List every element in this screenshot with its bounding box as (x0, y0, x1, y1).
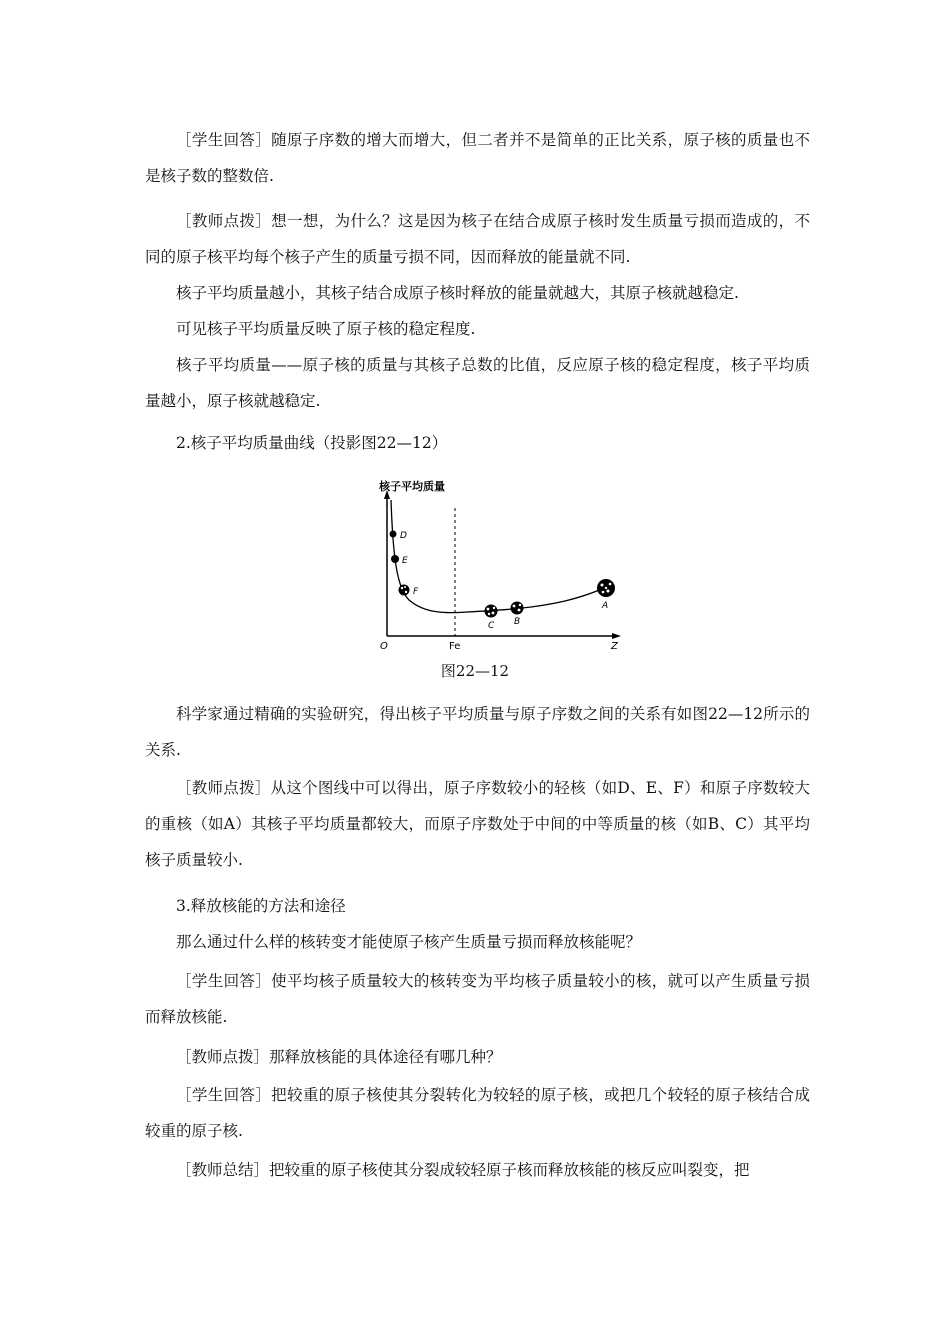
label-c: C (488, 621, 495, 631)
paragraph-teacher-summary: ［教师总结］把较重的原子核使其分裂成较轻原子核而释放核能的核反应叫裂变，把 (176, 1161, 750, 1179)
nucleus-c (485, 605, 498, 618)
label-f: F (413, 587, 419, 597)
paragraph-experiment: 科学家通过精确的实验研究，得出核子平均质量与原子序数之间的关系有如图22—12所示的关系. (145, 705, 810, 759)
paragraph-student-answer-3: ［学生回答］把较重的原子核使其分裂转化为较轻的原子核，或把几个较轻的原子核结合成较重的原子核. (145, 1086, 810, 1140)
nucleus-b (511, 602, 524, 615)
label-b: B (514, 617, 521, 627)
paragraph-conclusion: 可见核子平均质量反映了原子核的稳定程度. (176, 320, 476, 338)
figure-caption: 图22—12 (440, 662, 510, 680)
paragraph-teacher-hint-1: ［教师点拨］想一想，为什么？这是因为核子在结合成原子核时发生质量亏损而造成的，不同的原子核平均每个核子产生的质量亏损不同，因而释放的能量就不同. (145, 212, 810, 266)
nucleus-e (391, 555, 399, 563)
paragraph-question: 那么通过什么样的核转变才能使原子核产生质量亏损而释放核能呢？ (176, 933, 642, 951)
paragraph-stability: 核子平均质量越小，其核子结合成原子核时释放的能量就越大，其原子核就越稳定. (176, 284, 739, 302)
label-a: A (602, 601, 609, 611)
fe-label: Fe (449, 641, 461, 652)
nucleus-d (390, 531, 397, 538)
paragraph-definition: 核子平均质量——原子核的质量与其核子总数的比值，反应原子核的稳定程度，核子平均质量越小，原子核就越稳定. (145, 356, 810, 410)
label-d: D (400, 531, 407, 541)
mass-curve (391, 500, 608, 613)
paragraph-teacher-hint-2: ［教师点拨］从这个图线中可以得出，原子序数较小的轻核（如D、E、F）和原子序数较大的重核（如A）其核子平均质量都较大，而原子序数处于中间的中等质量的核（如B、C）其平均核子质量较小. (145, 779, 810, 869)
curve-diagram (375, 478, 625, 653)
label-e: E (402, 556, 408, 566)
x-axis-label: Z (611, 641, 618, 652)
section-heading-3: 3.释放核能的方法和途径 (176, 897, 346, 915)
origin-label: O (380, 641, 388, 652)
average-nucleon-mass-curve-figure (375, 478, 625, 653)
paragraph-student-answer-1: ［学生回答］随原子序数的增大而增大，但二者并不是简单的正比关系，原子核的质量也不是核子数的整数倍. (145, 131, 810, 185)
y-axis-label: 核子平均质量 (379, 480, 445, 493)
section-heading-2: 2.核子平均质量曲线（投影图22—12） (176, 434, 448, 452)
nucleus-f (399, 585, 410, 596)
paragraph-teacher-hint-3: ［教师点拨］那释放核能的具体途径有哪几种？ (176, 1048, 502, 1066)
x-axis-arrow (612, 633, 621, 639)
paragraph-student-answer-2: ［学生回答］使平均核子质量较大的核转变为平均核子质量较小的核，就可以产生质量亏损而释放核能. (145, 972, 810, 1026)
